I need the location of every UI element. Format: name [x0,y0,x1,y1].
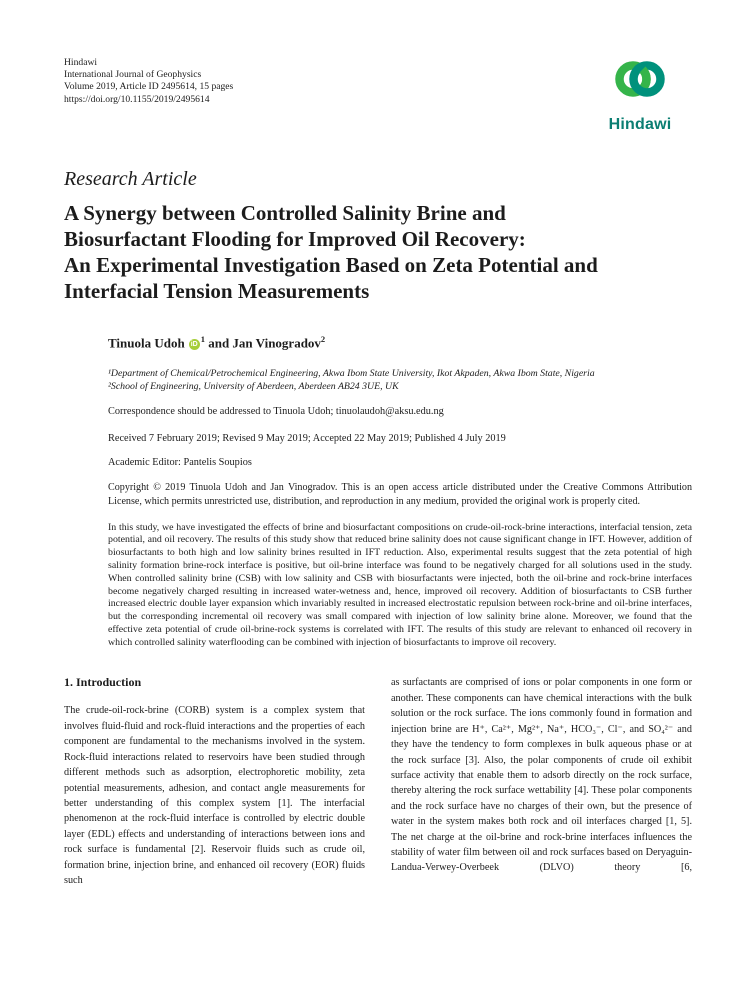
title-line-2: Biosurfactant Flooding for Improved Oil Recovery: [64,227,526,251]
page-header [64,57,692,134]
hindawi-logo-icon [611,51,669,109]
right-column [391,675,692,888]
journal-name: International Journal of Geophysics [64,69,202,81]
author-1-affmark: 1 [200,334,205,344]
affiliation-1: ¹Department of Chemical/Petrochemical Engineering, Akwa Ibom State University, Ikot Akpaden, Akwa Ibom State, Nigeria [108,368,595,380]
article-title [64,200,692,304]
hindawi-logo-wordmark: Hindawi [608,116,672,133]
abstract-text: In this study, we have investigated the effects of brine and biosurfactant compositions on crude-oil-rock-brine interactions, interfacial tension, zeta potential, and oil recovery. The results of this study show that reduced brine salinity does not cause significant change in IFT. However, addition of biosurfactants to both high and low salinity brines resulted in IFT reduction. Also, experimental results suggest that the zeta potential of high salinity formation brine-rock interface is positive, but oil-brine interface was found to be negatively charged for all solutions used in the study. When controlled salinity brine (CSB) with low salinity and CSB with biosurfactants were injected, both the oil-brine and rock-brine interfaces become negatively charged resulting in increased water-wetness and, hence, improved oil recovery. Addition of biosurfactants to CSB further increased electric double layer expansion which invariably resulted in increased electrostatic repulsion between rock-brine and oil-brine interfaces, but the corresponding incremental oil recovery was small compared with injection of low salinity brine alone. Moreover, we found that the effective zeta potential of crude oil-brine-rock systems is correlated with IFT. The results of this study are relevant to enhanced oil recovery in which controlled salinity waterflooding can be combined with injection of biosurfactants to improve oil recovery. [108,521,692,648]
title-line-4: Interfacial Tension Measurements [64,279,370,303]
left-column [64,675,365,888]
doi-link[interactable]: https://doi.org/10.1155/2019/2495614 [64,93,210,105]
copyright-notice: Copyright © 2019 Tinuola Udoh and Jan Vinogradov. This is an open access article distributed under the Creative Commons Attribution License, which permits unrestricted use, distribution, and reproduction in any medium, provided the original work is properly cited. [108,482,692,507]
hindawi-logo [592,51,688,134]
intro-paragraph-left: The crude-oil-rock-brine (CORB) system is a complex system that involves fluid-fluid and rock-fluid interactions and the properties of each component are fundamental to the mechanisms involved in the system. Rock-fluid interactions related to reservoirs have been studied through different methods such as adsorption, electrophoretic mobility, zeta potential measurements, adhesion, and contact angle measurements for better understanding of this complex system [1]. The interfacial phenomenon at the rock-fluid interface is controlled by electric double layer (EDL) effects and understanding of interactions between ions and rock surface is fundamental [2]. Reservoir fluids such as crude oil, formation brine, injection brine, and enhanced oil recovery (EOR) fluids such [64,705,365,886]
body-columns [64,675,692,888]
author-1: Tinuola Udoh [108,335,185,351]
intro-paragraph-right: as surfactants are comprised of ions or polar components in one form or another. These components can have chemical interactions with the bulk solution or the rock surface. The ions commonly found in formation and injection brine are H⁺, Ca²⁺, Mg²⁺, Na⁺, HCO₃⁻, Cl⁻, and SO₄²⁻ and they have the tendency to form complexes in bulk aqueous phase or at the rock surface [3]. Also, the polar components of crude oil exhibit surface activity that enable them to adsorb directly on the rock surface, thereby altering the rock surface wettability [4]. These polar components and the rock surface have no charges of their own, but the presence of water in the system makes both rock and oil interfaces charged [1, 5]. The net charge at the oil-brine and rock-brine interfaces influences the stability of water film between oil and rock surfaces based on Deryaguin-Landua-Verwey-Overbeek (DLVO) theory [6, [391,677,692,874]
history-dates-line: Received 7 February 2019; Revised 9 May 2019; Accepted 22 May 2019; Published 4 July 2019 [108,433,506,445]
section-heading-introduction: 1. Introduction [64,675,142,690]
publisher-name: Hindawi [64,57,98,68]
title-line-3: An Experimental Investigation Based on Zeta Potential and [64,253,598,277]
author-2-affmark: 2 [320,334,326,344]
title-line-1: A Synergy between Controlled Salinity Brine and [64,201,506,225]
author-line [108,334,692,351]
affiliation-2: ²School of Engineering, University of Aberdeen, Aberdeen AB24 3UE, UK [108,381,399,393]
author-2: and Jan Vinogradov [204,335,321,351]
publication-info [64,57,233,106]
volume-line: Volume 2019, Article ID 2495614, 15 pages [64,81,234,93]
academic-editor-line: Academic Editor: Pantelis Soupios [108,457,252,469]
orcid-icon[interactable]: iD [190,341,198,349]
article-type-label: Research Article [64,168,197,190]
correspondence-line: Correspondence should be addressed to Tinuola Udoh; tinuolaudoh@aksu.edu.ng [108,406,444,418]
affiliations [108,367,692,393]
